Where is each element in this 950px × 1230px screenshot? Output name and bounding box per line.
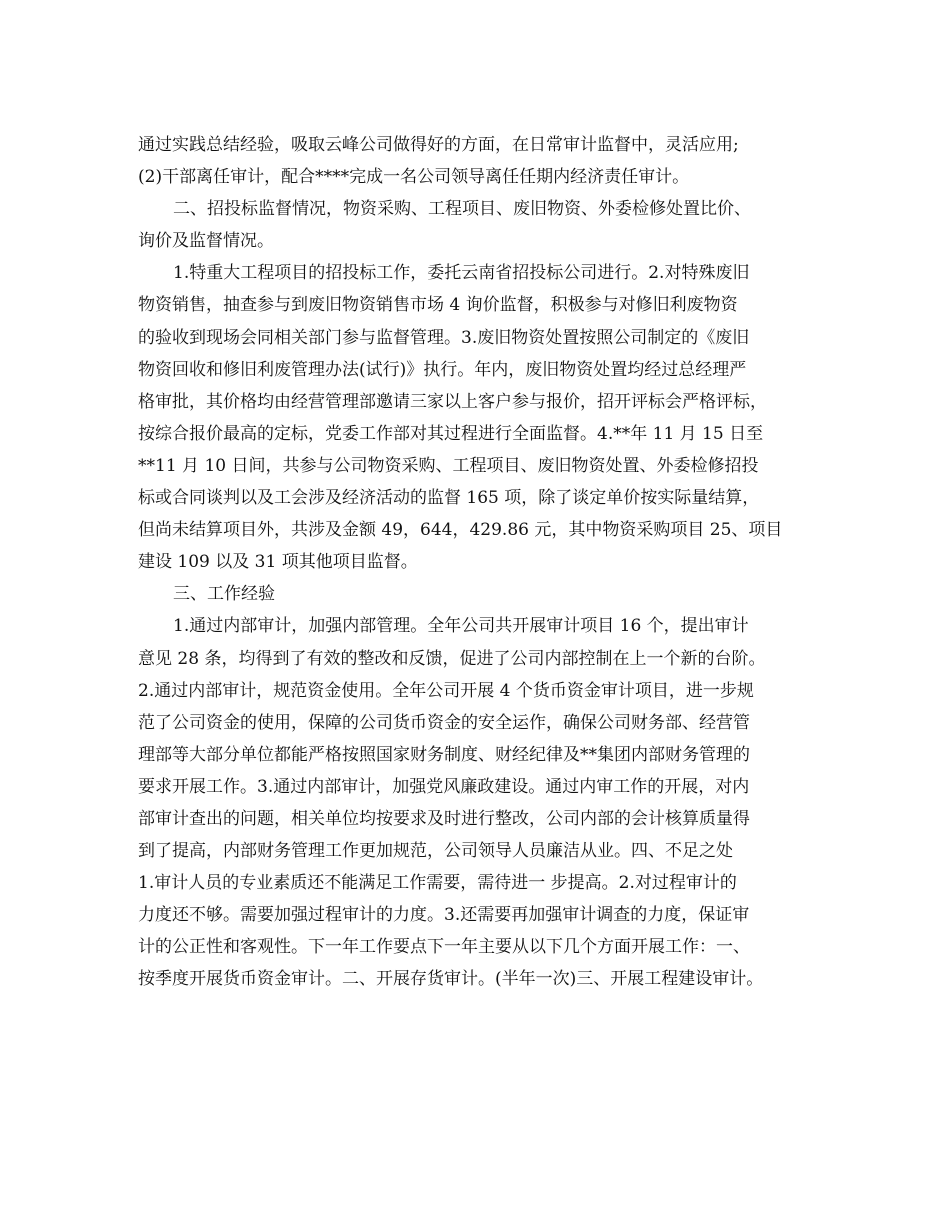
text-line: 物资回收和修旧利废管理办法(试行)》执行。年内，废旧物资处置均经过总经理严: [138, 359, 747, 380]
text-line: 2.通过内部审计，规范资金使用。全年公司开展 4 个货币资金审计项目，进一步规: [138, 680, 754, 701]
text-line: 询价及监督情况。: [138, 231, 274, 252]
text-line: 部审计查出的问题，相关单位均按要求及时进行整改，公司内部的会计核算质量得: [138, 808, 750, 829]
text-line: **11 月 10 日间，共参与公司物资采购、工程项目、废旧物资处置、外委检修招投: [138, 455, 759, 476]
text-line: 三、工作经验: [173, 584, 275, 605]
text-line: 力度还不够。需要加强过程审计的力度。3.还需要再加强审计调查的力度，保证审: [138, 905, 750, 926]
text-line: 物资销售，抽查参与到废旧物资销售市场 4 询价监督，积极参与对修旧利废物资: [138, 295, 738, 316]
text-line: 计的公正性和客观性。下一年工作要点下一年主要从以下几个方面开展工作：一、: [138, 937, 750, 958]
text-line: 建设 109 以及 31 项其他项目监督。: [138, 552, 418, 573]
document-body: [138, 129, 828, 996]
text-line: 理部等大部分单位都能严格按照国家财务制度、财经纪律及**集团内部财务管理的: [138, 744, 750, 765]
text-line: 按综合报价最高的定标，党委工作部对其过程进行全面监督。4.**年 11 月 15 日至: [138, 423, 764, 444]
text-line: 1.审计人员的专业素质还不能满足工作需要，需待进一 步提高。2.对过程审计的: [138, 873, 737, 894]
text-line: 格审批，其价格均由经营管理部邀请三家以上客户参与报价，招开评标会严格评标，: [138, 391, 767, 412]
text-line: 1.特重大工程项目的招投标工作，委托云南省招投标公司进行。2.对特殊废旧: [173, 263, 750, 284]
text-line: 的验收到现场会同相关部门参与监督管理。3.废旧物资处置按照公司制定的《废旧: [138, 327, 750, 348]
text-line: 范了公司资金的使用，保障的公司货币资金的安全运作，确保公司财务部、经营管: [138, 712, 750, 733]
text-line: 意见 28 条，均得到了有效的整改和反馈，促进了公司内部控制在上一个新的台阶。: [138, 648, 766, 669]
text-line: 1.通过内部审计，加强内部管理。全年公司共开展审计项目 16 个，提出审计: [173, 616, 749, 637]
text-line: 二、招投标监督情况，物资采购、工程项目、废旧物资、外委检修处置比价、: [173, 199, 751, 220]
text-line: 但尚未结算项目外，共涉及金额 49，644，429.86 元，其中物资采购项目 25、项目: [138, 520, 783, 541]
text-line: 标或合同谈判以及工会涉及经济活动的监督 165 项，除了谈定单价按实际量结算，: [138, 488, 760, 509]
text-line: (2)干部离任审计，配合****完成一名公司领导离任任期内经济责任审计。: [138, 167, 690, 188]
text-line: 按季度开展货币资金审计。二、开展存货审计。(半年一次)三、开展工程建设审计。: [138, 969, 764, 990]
text-line: 要求开展工作。3.通过内部审计，加强党风廉政建设。通过内审工作的开展，对内: [138, 776, 750, 797]
text-line: 到了提高，内部财务管理工作更加规范，公司领导人员廉洁从业。四、不足之处: [138, 841, 733, 862]
text-line: 通过实践总结经验，吸取云峰公司做得好的方面，在日常审计监督中，灵活应用;: [138, 135, 739, 155]
